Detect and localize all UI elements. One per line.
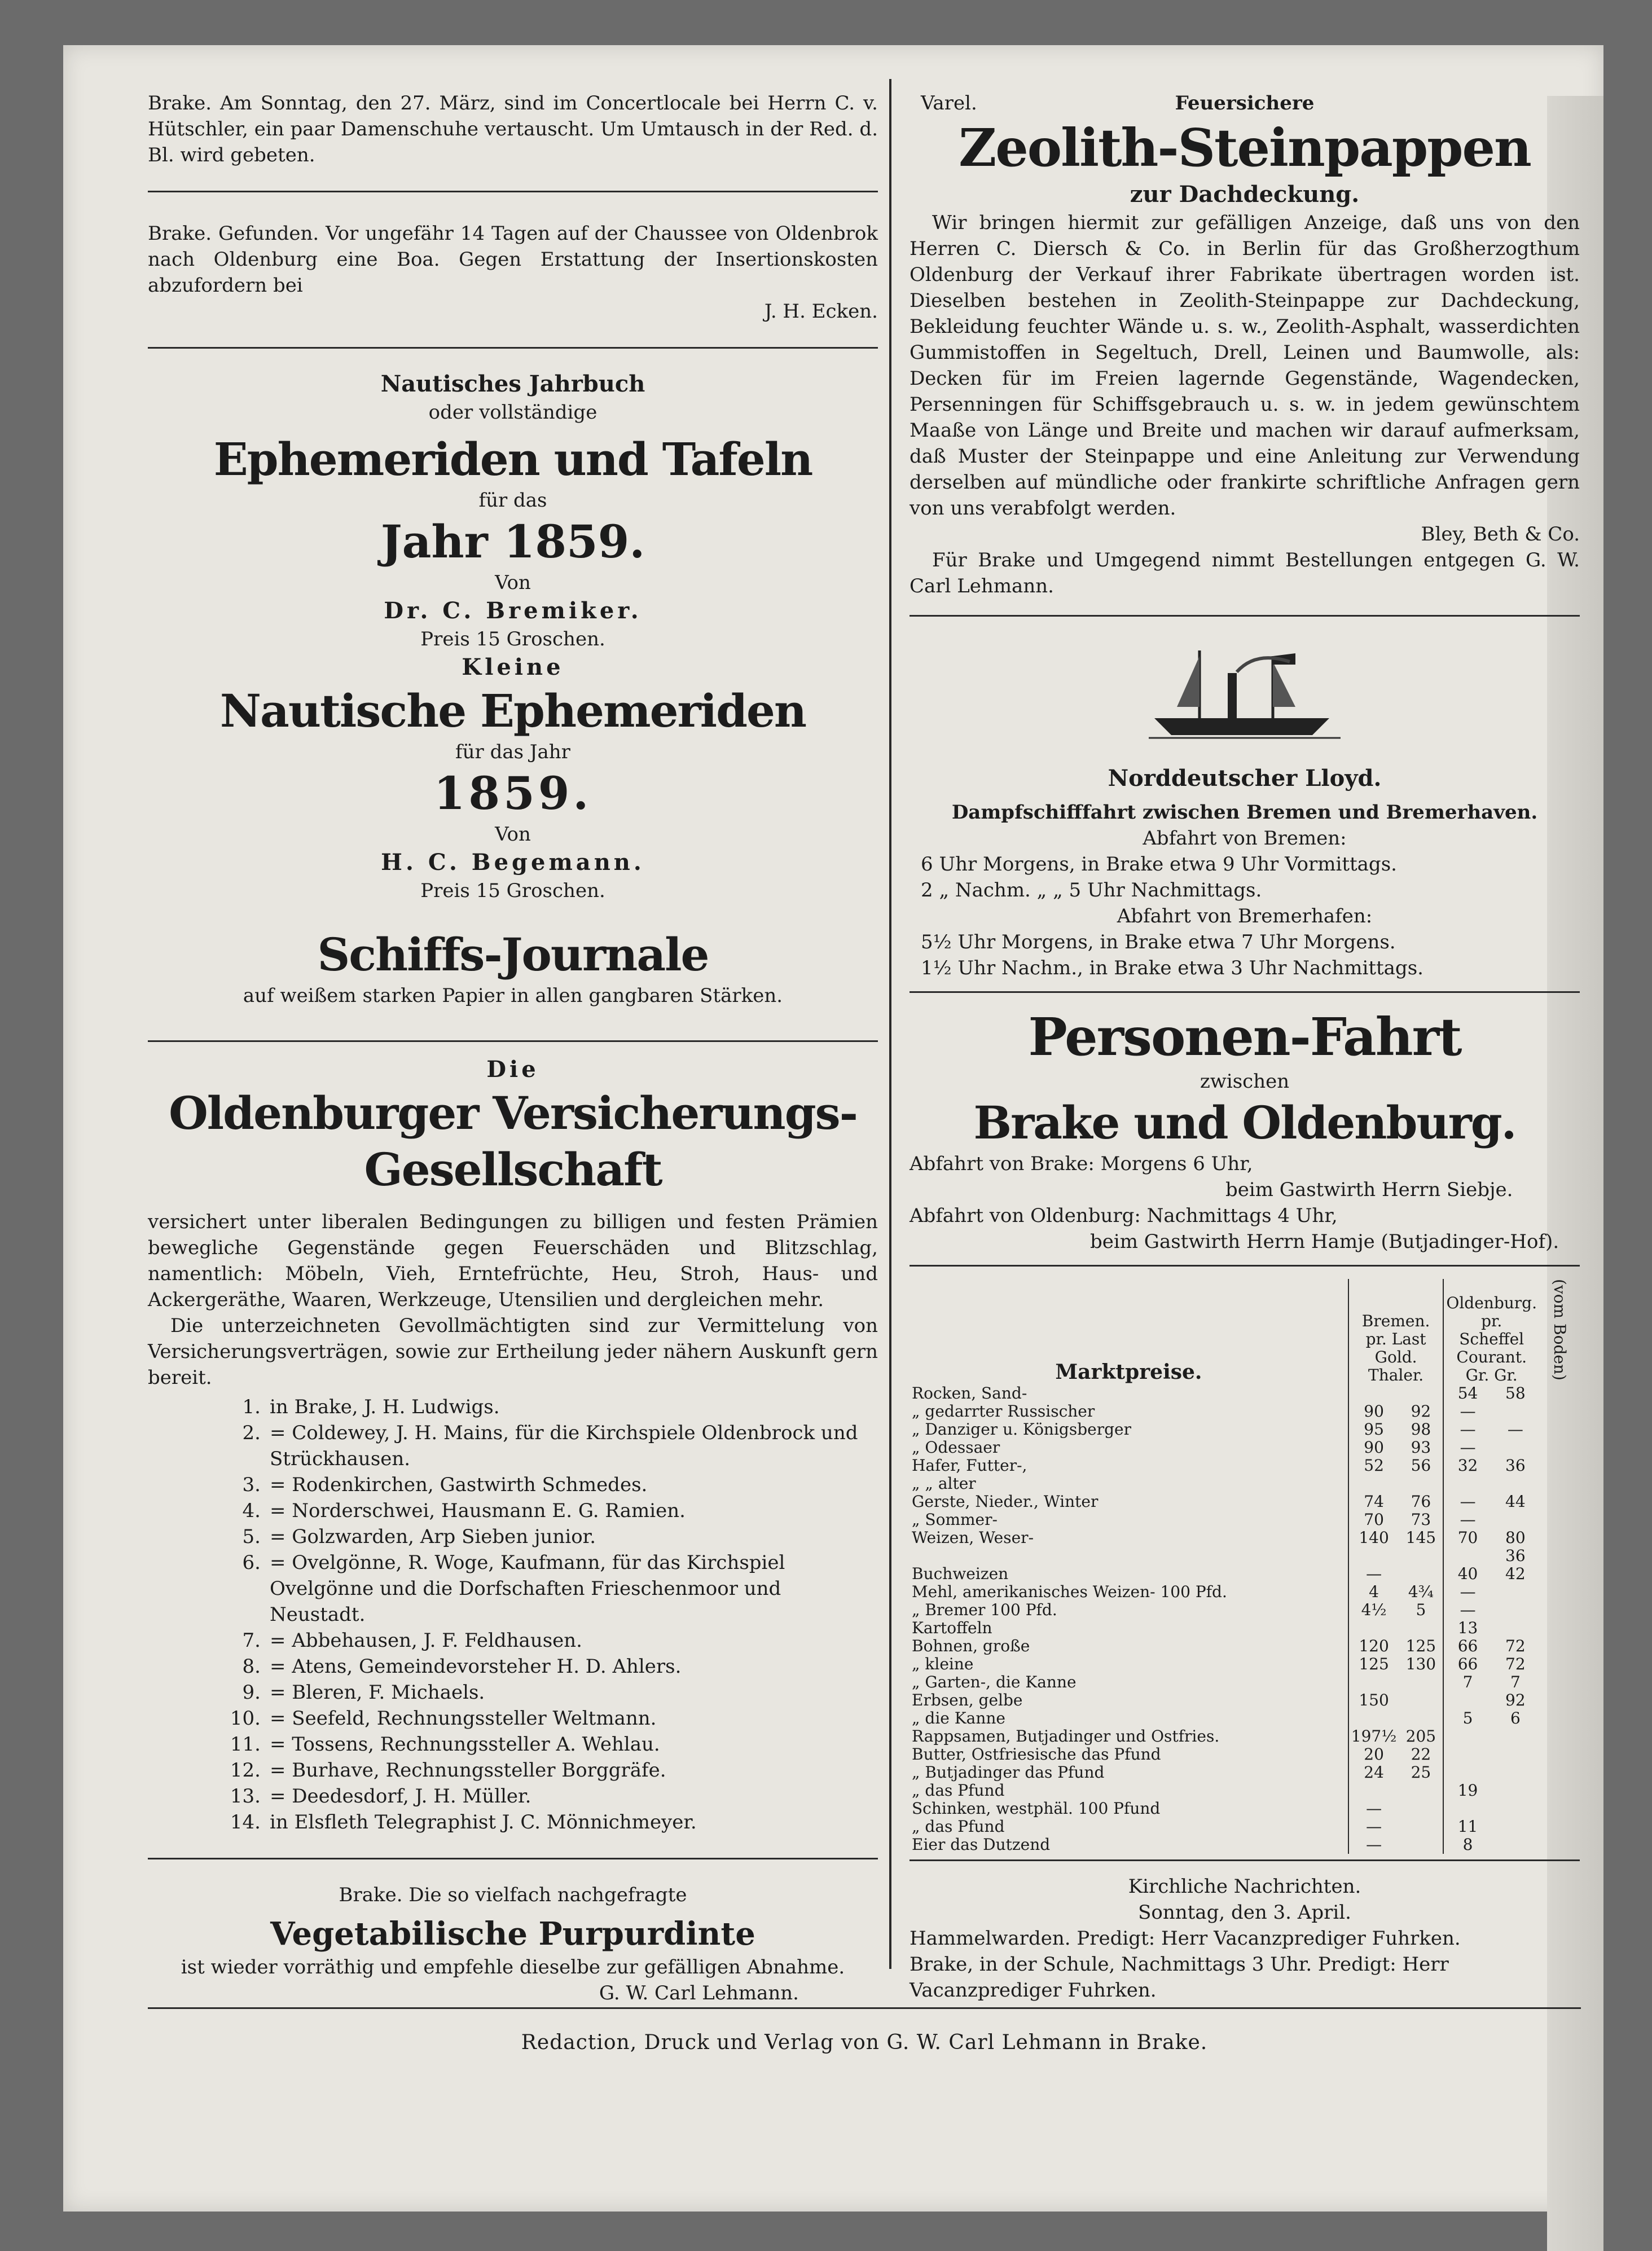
market-cell-o2: 44 [1505,1492,1526,1511]
zeolith-note: Für Brake und Umgegend nimmt Bestellungen entgegen G. W. Carl Lehmann. [910,549,1580,597]
agent-item [148,1472,878,1498]
agent-number: 6. [242,1551,261,1574]
nautical-line4: für das Jahr [455,741,570,763]
market-cell-item: „ Garten-, die Kanne [912,1672,1077,1691]
market-row [910,1655,1580,1673]
market-cell-item: Schinken, westphäl. 100 Pfund [912,1799,1161,1818]
market-body [910,1384,1580,1854]
market-row [910,1782,1580,1800]
market-cell-b1 [1348,1782,1399,1800]
market-cell-item: „ gedarrter Russischer [912,1401,1095,1421]
personen-route: Brake und Oldenburg. [973,1096,1516,1149]
market-cell-b2: 205 [1405,1726,1436,1746]
column-divider [889,79,891,1969]
market-row [910,1547,1580,1583]
market-cell-b2 [1399,1818,1443,1836]
market-cell-o2 [1492,1727,1539,1746]
lloyd-dep-bremen: Abfahrt von Bremen: [1143,827,1347,850]
market-cell-o2: 92 [1505,1690,1526,1709]
notice-found-boa: Brake. Gefunden. Vor ungefähr 14 Tagen auf der Chaussee von Oldenbrok nach Oldenburg eine Boa. Gegen Erstattung der Insertionskosten abzufordern bei [148,222,878,297]
market-cell-b1 [1348,1619,1399,1637]
zeolith-text: Wir bringen hiermit zur gefälligen Anzeige, daß uns von den Herren C. Diersch & Co. in Berlin für das Großherzogthum Oldenburg der Verkauf ihrer Fabrikate übertragen worden ist. Dieselben bestehen in Zeolith-Steinpappe zur Dachdeckung, Bekleidung feuchter Wände u. s. w., Zeolith-Asphalt, wasserdichten Gummistoffen in Segeltuch, Drell, Leinen und Baumwolle, als: Decken für im Freien lagernde Gegenstände, Wagendecken, Persenningen für Schiffsgebrauch u. s. w. in jedem gewünschtem Maaße von Länge und Breite und machen wir darauf aufmerksam, daß Muster der Steinpappe und eine Anleitung zur Verwendung derselben auf mündliche oder frankirte schriftliche Anfragen gern von uns verabfolgt werden. [910,212,1580,520]
market-cell-o1: — [1443,1583,1491,1601]
agent-number: 11. [230,1733,261,1756]
ink-intro: Brake. Die so vielfach nachgefragte [339,1884,687,1906]
agent-text: = Burhave, Rechnungssteller Borggräfe. [270,1759,666,1782]
market-cell-b1: — [1348,1547,1399,1583]
market-cell-o1: — [1443,1511,1491,1529]
market-prices [910,1279,1580,1854]
market-row [910,1511,1580,1529]
ink-title: Vegetabilische Purpurdinte [270,1915,755,1953]
market-cell-o1: 13 [1443,1619,1491,1637]
market-cell-o2 [1492,1818,1539,1836]
market-row [910,1691,1580,1709]
market-cell-o2: 36 [1505,1456,1526,1475]
market-cell-o1: — [1443,1403,1491,1421]
market-cell-item: Butter, Ostfriesische das Pfund [912,1744,1161,1764]
agent-text: = Tossens, Rechnungssteller A. Wehlau. [270,1733,660,1756]
market-row [910,1529,1580,1547]
market-table [910,1279,1580,1854]
market-cell-o1: 7 [1443,1673,1491,1691]
market-cell-item: Weizen, Weser- [912,1528,1034,1547]
church-line2: Brake, in der Schule, Nachmittags 3 Uhr. Predigt: Herr Vacanzprediger Fuhrken. [910,1953,1449,2002]
market-head-oldenburg: Oldenburg. pr. Scheffel Courant. Gr. Gr. [1443,1279,1539,1384]
personen-line2: beim Gastwirth Herrn Siebje. [1225,1179,1513,1201]
market-cell-item: Mehl, amerikanisches Weizen- 100 Pfd. [912,1582,1227,1601]
nautical-kleine: Kleine [462,654,564,680]
market-row [910,1818,1580,1836]
notice-shoes: Brake. Am Sonntag, den 27. März, sind im Concertlocale bei Herrn C. v. Hütschler, ein paar Damenschuhe vertauscht. Um Umtausch in der Red. d. Bl. wird gebeten. [148,92,878,166]
market-cell-b2 [1399,1475,1443,1493]
market-cell-b2: 93 [1411,1437,1431,1457]
divider [148,347,878,349]
agent-text: = Golzwarden, Arp Sieben junior. [270,1525,596,1548]
market-cell-o1: — [1443,1439,1491,1457]
market-cell-b2: 5 [1416,1600,1426,1619]
agent-item [148,1809,878,1835]
market-cell-item: Rocken, Sand- [912,1383,1027,1403]
agent-item [148,1550,878,1628]
market-cell-b2 [1399,1782,1443,1800]
market-cell-b1: 120 [1348,1637,1399,1655]
market-row [910,1457,1580,1475]
market-cell-b1: 24 [1348,1764,1399,1782]
agent-number: 3. [242,1474,261,1496]
market-cell-b2: 4¾ [1408,1582,1434,1601]
market-cell-o1: 11 [1443,1818,1491,1836]
agent-text: = Atens, Gemeindevorsteher H. D. Ahlers. [270,1655,682,1678]
agent-list [148,1394,878,1835]
market-cell-b1: 4½ [1348,1601,1399,1619]
market-cell-b1: 90 [1348,1403,1399,1421]
market-cell-o1: 40 [1443,1547,1491,1583]
market-cell-o2 [1492,1800,1539,1818]
market-cell-b1: — [1348,1800,1399,1818]
market-cell-item: „ Sommer- [912,1510,998,1529]
market-cell-b1: 95 [1348,1421,1399,1439]
lloyd-row3: 5½ Uhr Morgens, in Brake etwa 7 Uhr Morgens. [921,931,1396,953]
zeolith-signature: Bley, Beth & Co. [1421,523,1580,546]
lloyd-row4: 1½ Uhr Nachm., in Brake etwa 3 Uhr Nachmittags. [921,957,1423,979]
market-cell-item: „ kleine [912,1654,974,1673]
market-title: Marktpreise. [1055,1360,1202,1384]
nautical-von2: Von [495,823,531,846]
agent-text: = Norderschwei, Hausmann E. G. Ramien. [270,1500,686,1522]
market-cell-o2 [1492,1782,1539,1800]
market-cell-b1: — [1348,1836,1399,1854]
market-cell-b1: 90 [1348,1439,1399,1457]
agent-item [148,1731,878,1757]
market-cell-b2 [1399,1673,1443,1691]
insurance-die: Die [486,1056,539,1083]
personen-ad [910,1005,1580,1255]
nautical-line2: oder vollständige [428,401,597,424]
market-cell-o2 [1492,1619,1539,1637]
market-row [910,1637,1580,1655]
market-cell-b1 [1348,1709,1399,1727]
market-cell-b2 [1399,1836,1443,1854]
market-cell-o2 [1492,1764,1539,1782]
market-cell-o2: — [1507,1419,1523,1439]
nautical-title2: Nautische Ephemeriden [219,684,806,737]
agent-number: 9. [242,1681,261,1704]
market-cell-o1: 66 [1443,1637,1491,1655]
agent-text: = Abbehausen, J. F. Feldhausen. [270,1629,582,1652]
church-notice [910,1874,1580,2003]
market-cell-o2: 80 [1505,1528,1526,1547]
agent-text: = Coldewey, J. H. Mains, für die Kirchspiele Oldenbrock und Strückhausen. [270,1422,858,1470]
market-cell-o1 [1443,1764,1491,1782]
market-cell-item: Rappsamen, Butjadinger und Ostfries. [912,1726,1220,1746]
market-cell-o1: 66 [1443,1655,1491,1673]
agent-number: 1. [242,1396,261,1418]
market-head-bremen: Bremen. pr. Last Gold. Thaler. [1348,1279,1444,1384]
insurance-title1: Oldenburger Versicherungs- [169,1087,857,1140]
agent-number: 2. [242,1422,261,1444]
market-cell-o2 [1492,1746,1539,1764]
market-cell-b2: 73 [1411,1510,1431,1529]
market-cell-b1: 140 [1348,1529,1399,1547]
zeolith-place: Varel. [921,92,977,115]
market-cell-o1 [1443,1746,1491,1764]
market-row [910,1746,1580,1764]
divider [148,191,878,192]
market-cell-o2 [1492,1403,1539,1421]
divider [910,615,1580,617]
steamship-icon [1143,639,1346,746]
market-cell-o2 [1492,1583,1539,1601]
divider [910,991,1580,993]
nautical-price: Preis 15 Groschen. [420,628,605,650]
ink-text: ist wieder vorräthig und empfehle dieselbe zur gefälligen Abnahme. [181,1956,845,1979]
market-cell-b1: 74 [1348,1493,1399,1511]
agent-item [148,1680,878,1705]
market-cell-b2 [1399,1619,1443,1637]
market-cell-b1: 52 [1348,1457,1399,1475]
agent-number: 7. [242,1629,261,1652]
market-cell-b1: 197½ [1348,1727,1399,1746]
agent-number: 10. [230,1707,261,1730]
nautical-price2: Preis 15 Groschen. [420,880,605,902]
market-cell-b1: 4 [1348,1583,1399,1601]
market-cell-o2 [1492,1601,1539,1619]
ink-ad [148,1882,878,2006]
market-cell-b1: — [1348,1818,1399,1836]
market-row [910,1475,1580,1493]
market-row [910,1601,1580,1619]
market-cell-b1: 20 [1348,1746,1399,1764]
market-cell-o1: 8 [1443,1836,1491,1854]
market-cell-o1: — [1443,1601,1491,1619]
market-cell-item: Gerste, Nieder., Winter [912,1492,1099,1511]
market-cell-item: Eier das Dutzend [912,1835,1051,1854]
market-cell-b1: 125 [1348,1655,1399,1673]
market-cell-o1: 32 [1443,1457,1491,1475]
divider [148,1858,878,1859]
market-cell-o2: 72 [1505,1654,1526,1673]
personen-line3: Abfahrt von Oldenburg: Nachmittags 4 Uhr, [910,1204,1338,1227]
market-cell-b2: 98 [1411,1419,1431,1439]
imprint-footer: Redaction, Druck und Verlag von G. W. Carl Lehmann in Brake. [521,2031,1208,2054]
ink-signature: G. W. Carl Lehmann. [599,1982,799,2004]
journale-text: auf weißem starken Papier in allen gangbaren Stärken. [243,984,783,1007]
church-title: Kirchliche Nachrichten. [1128,1875,1361,1898]
market-cell-o1 [1443,1727,1491,1746]
market-row [910,1673,1580,1691]
market-cell-o1 [1443,1800,1491,1818]
nautical-year2: 1859. [433,767,592,820]
agent-item [148,1628,878,1654]
market-cell-b2: 130 [1405,1654,1436,1673]
lloyd-dep-bhv: Abfahrt von Bremerhafen: [1117,905,1373,927]
agent-item [148,1420,878,1472]
divider [910,1265,1580,1267]
agent-text: in Elsfleth Telegraphist J. C. Mönnichmeyer. [270,1811,697,1834]
market-cell-item: „ Odessaer [912,1437,1000,1457]
market-cell-b2: 22 [1411,1744,1431,1764]
agent-item [148,1654,878,1680]
market-cell-o1: 19 [1443,1782,1491,1800]
insurance-text2: Die unterzeichneten Gevollmächtigten sind zur Vermittelung von Versicherungsverträgen, sowie zur Ertheilung jeder nähern Auskunft gern bereit. [148,1314,878,1389]
market-cell-o2: 6 [1510,1708,1521,1727]
market-cell-b2 [1399,1547,1443,1583]
market-cell-o1 [1443,1691,1491,1709]
agent-text: = Seefeld, Rechnungssteller Weltmann. [270,1707,657,1730]
market-cell-o2: 7 [1510,1672,1521,1691]
insurance-title2: Gesellschaft [364,1143,662,1196]
market-side-note: (vom Boden) [1550,1279,1569,1381]
market-cell-item: Hafer, Futter-, [912,1456,1027,1475]
market-row [910,1583,1580,1601]
agent-item [148,1705,878,1731]
market-cell-b2 [1399,1800,1443,1818]
personen-zwischen: zwischen [1200,1070,1290,1093]
nautical-line1: Nautisches Jahrbuch [380,371,645,397]
market-cell-o1: — [1443,1421,1491,1439]
right-column [910,73,1580,2003]
bottom-rule [148,2007,1581,2009]
agent-number: 12. [230,1759,261,1782]
market-cell-b1 [1348,1384,1399,1403]
market-cell-o2 [1492,1439,1539,1457]
market-cell-item: Bohnen, große [912,1636,1030,1655]
market-cell-b1 [1348,1475,1399,1493]
notice-found-signature: J. H. Ecken. [764,300,878,323]
market-cell-b1: 150 [1348,1691,1399,1709]
market-row [910,1764,1580,1782]
insurance-text1: versichert unter liberalen Bedingungen zu billigen und festen Prämien bewegliche Gegenstände gegen Feuerschäden und Blitzschlag, namentlich: Möbeln, Vieh, Erntefrüchte, Heu, Stroh, Haus- und Ackergeräthe, Waaren, Werkzeuge, Utensilien und dergleichen mehr. [148,1211,878,1311]
nautical-author2: H. C. Begemann. [381,849,645,876]
market-row [910,1439,1580,1457]
market-cell-b2: 92 [1411,1401,1431,1421]
market-cell-b2 [1399,1691,1443,1709]
market-cell-o2: 36 42 [1505,1546,1526,1583]
nautical-ad [148,369,878,1009]
lloyd-row2: 2 „ Nachm. „ „ 5 Uhr Nachmittags. [921,879,1262,902]
market-cell-o2: 72 [1505,1636,1526,1655]
agent-number: 8. [242,1655,261,1678]
market-row [910,1836,1580,1854]
nautical-title: Ephemeriden und Tafeln [213,433,812,486]
nautical-von: Von [495,571,531,594]
market-row [910,1493,1580,1511]
market-row [910,1403,1580,1421]
agent-text: in Brake, J. H. Ludwigs. [270,1396,500,1418]
church-date: Sonntag, den 3. April. [1138,1901,1351,1924]
market-cell-o1: 70 [1443,1529,1491,1547]
agent-text: = Deedesdorf, J. H. Müller. [270,1785,531,1808]
lloyd-name: Norddeutscher Lloyd. [1108,765,1382,792]
market-cell-b2: 56 [1411,1456,1431,1475]
market-cell-o1: 54 [1443,1384,1491,1403]
market-cell-item: „ „ alter [912,1474,976,1493]
market-row [910,1727,1580,1746]
market-cell-b1 [1348,1673,1399,1691]
zeolith-kicker: Feuersichere [1175,92,1315,115]
market-cell-b2: 76 [1411,1492,1431,1511]
insurance-ad [148,1054,878,1835]
personen-title: Personen-Fahrt [1028,1006,1461,1067]
agent-item [148,1757,878,1783]
nautical-author: Dr. C. Bremiker. [384,597,642,624]
agent-item [148,1394,878,1420]
market-row [910,1421,1580,1439]
market-cell-item: „ Butjadinger das Pfund [912,1762,1105,1782]
market-cell-item: Buchweizen [912,1564,1009,1583]
personen-line1: Abfahrt von Brake: Morgens 6 Uhr, [910,1153,1253,1175]
agent-text: = Rodenkirchen, Gastwirth Schmedes. [270,1474,648,1496]
lloyd-row1: 6 Uhr Morgens, in Brake etwa 9 Uhr Vormittags. [921,853,1397,876]
market-cell-o2 [1492,1475,1539,1493]
zeolith-ad [910,90,1580,599]
market-cell-b2: 145 [1405,1528,1436,1547]
agent-number: 5. [242,1525,261,1548]
agent-number: 14. [230,1811,261,1834]
divider [910,1859,1580,1861]
nautical-year-title: Jahr 1859. [380,515,645,568]
agent-item [148,1498,878,1524]
market-cell-item: „ Danziger u. Königsberger [912,1419,1131,1439]
agent-item [148,1783,878,1809]
personen-line4: beim Gastwirth Herrn Hamje (Butjadinger-Hof). [1090,1230,1559,1253]
market-cell-item: „ Bremer 100 Pfd. [912,1600,1057,1619]
market-cell-b1: 70 [1348,1511,1399,1529]
market-cell-item: „ die Kanne [912,1708,1006,1727]
zeolith-title: Zeolith-Steinpappen [959,117,1531,178]
market-cell-o1: 5 [1443,1709,1491,1727]
market-row [910,1800,1580,1818]
agent-number: 4. [242,1500,261,1522]
market-cell-item: Kartoffeln [912,1618,992,1637]
market-cell-item: „ das Pfund [912,1817,1005,1836]
market-cell-o1 [1443,1475,1491,1493]
market-row [910,1709,1580,1727]
divider [148,1040,878,1042]
market-cell-o2 [1492,1836,1539,1854]
market-cell-b2: 125 [1405,1636,1436,1655]
market-row [910,1619,1580,1637]
lloyd-ad [910,763,1580,981]
zeolith-sub: zur Dachdeckung. [1130,181,1360,208]
agent-number: 13. [230,1785,261,1808]
market-cell-o1: — [1443,1493,1491,1511]
nautical-line3: für das [478,489,547,512]
market-cell-o2 [1492,1511,1539,1529]
agent-text: = Bleren, F. Michaels. [270,1681,485,1704]
market-cell-o2: 58 [1505,1383,1526,1403]
market-cell-b2 [1399,1709,1443,1727]
agent-item [148,1524,878,1550]
agent-text: = Ovelgönne, R. Woge, Kaufmann, für das Kirchspiel Ovelgönne und die Dorfschaften Frieschenmoor und Neustadt. [270,1551,785,1626]
left-column [148,73,878,2006]
market-cell-b2: 25 [1411,1762,1431,1782]
market-cell-item: Erbsen, gelbe [912,1690,1023,1709]
market-row [910,1384,1580,1403]
market-cell-b2 [1399,1384,1443,1403]
market-cell-item: „ das Pfund [912,1780,1005,1800]
lloyd-title: Dampfschifffahrt zwischen Bremen und Bremerhaven. [951,801,1538,824]
church-line1: Hammelwarden. Predigt: Herr Vacanzprediger Fuhrken. [910,1927,1461,1950]
journale-title: Schiffs-Journale [317,928,709,981]
